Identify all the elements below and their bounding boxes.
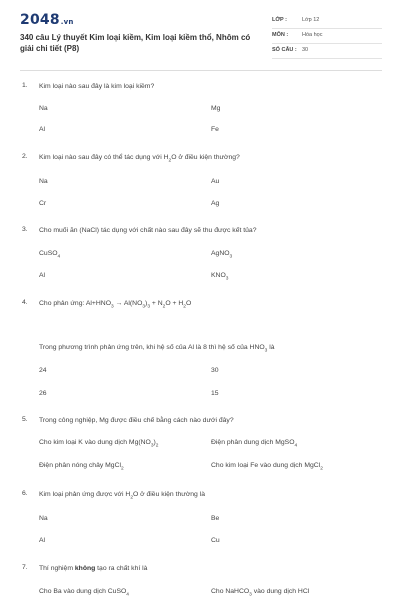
question-number: 3. (22, 226, 28, 233)
answer-option[interactable]: Cho kim loại K vào dung dịch $Mg(NO_3)_2$ (39, 439, 159, 449)
answer-option[interactable]: Cr (39, 200, 47, 207)
answer-option[interactable]: Al (39, 537, 46, 544)
meta-label-count: SỐ CÂU : (272, 47, 297, 53)
meta-value-class: Lớp 12 (302, 17, 320, 23)
answer-option[interactable]: 26 (39, 390, 47, 397)
question-number: 7. (22, 564, 28, 571)
answer-option[interactable]: Na (39, 178, 48, 185)
answer-option[interactable]: Ag (211, 200, 220, 207)
meta-value-subject: Hóa học (302, 32, 323, 38)
answer-option[interactable]: Na (39, 515, 48, 522)
question-text: Kim loại nào sau đây là kim loại kiềm? (39, 83, 155, 90)
question-text: Kim loại phản ứng được với $H_2O$ ở điều kiện thường là (39, 491, 206, 501)
site-logo[interactable] (20, 12, 74, 28)
answer-option[interactable]: Fe (211, 126, 219, 133)
answer-option[interactable]: Mg (211, 105, 221, 112)
question-number: 4. (22, 299, 28, 306)
meta-row-class (272, 14, 382, 29)
reaction-equation: Cho phản ứng: $Al+HNO_3 \to Al(NO_3)_3 + N_2O + H_2O$ (39, 300, 192, 310)
answer-option[interactable]: 15 (211, 390, 219, 397)
answer-option[interactable]: 30 (211, 367, 219, 374)
meta-label-subject: MÔN : (272, 32, 289, 38)
answer-option[interactable]: CuSO$_4$ (39, 250, 61, 260)
meta-value-count: 30 (302, 47, 309, 53)
answer-option[interactable]: Al (39, 272, 46, 279)
question-number: 2. (22, 153, 28, 160)
document-title: 340 câu Lý thuyết Kim loại kiềm, Kim loại kiềm thổ, Nhôm có giải chi tiết (P8) (20, 33, 251, 53)
question-number: 6. (22, 490, 28, 497)
question-number: 5. (22, 416, 28, 423)
question-text: Cho muối ăn (NaCl) tác dụng với chất nào sau đây sẽ thu được kết tủa? (39, 227, 257, 234)
answer-option[interactable]: 24 (39, 367, 47, 374)
meta-row-count (272, 44, 382, 59)
answer-option[interactable]: AgNO$_3$ (211, 250, 233, 260)
answer-option[interactable]: Cu (211, 537, 220, 544)
logo-main-text: 2048 (20, 12, 60, 28)
answer-option[interactable]: Na (39, 105, 48, 112)
question-text: Kim loại nào sau đây có thể tác dụng với $H_2O$ ở điều kiện thường? (39, 154, 240, 164)
answer-option[interactable]: Cho kim loại Fe vào dung dịch MgCl$_2$ (211, 462, 323, 472)
question-number: 1. (22, 82, 28, 89)
document-header (20, 12, 382, 60)
header-divider (20, 70, 382, 71)
answer-option[interactable]: Cho Ba vào dung dịch CuSO$_4$ (39, 588, 129, 598)
answer-option[interactable]: Cho NaHCO$_3$ vào dung dịch HCl (211, 588, 310, 598)
document-meta (272, 14, 382, 59)
answer-option[interactable]: Điện phân dung dịch MgSO$_4$ (211, 439, 298, 449)
answer-option[interactable]: Al (39, 126, 46, 133)
answer-option[interactable]: Au (211, 178, 220, 185)
meta-label-class: LỚP : (272, 17, 287, 23)
answer-option[interactable]: Điện phân nóng chảy MgCl$_2$ (39, 462, 124, 472)
question-text: Trong công nghiệp, Mg được điều chế bằng cách nào dưới đây? (39, 417, 234, 424)
question-text: Trong phương trình phản ứng trên, khi hệ số của Al là 8 thì hệ số của $HNO_3$ là (39, 344, 275, 354)
meta-row-subject (272, 29, 382, 44)
answer-option[interactable]: $KNO_3$ (211, 272, 229, 282)
answer-option[interactable]: Be (211, 515, 220, 522)
logo-suffix-text: .vn (60, 18, 74, 26)
question-text: Thí nghiệm không tạo ra chất khí là (39, 565, 148, 572)
